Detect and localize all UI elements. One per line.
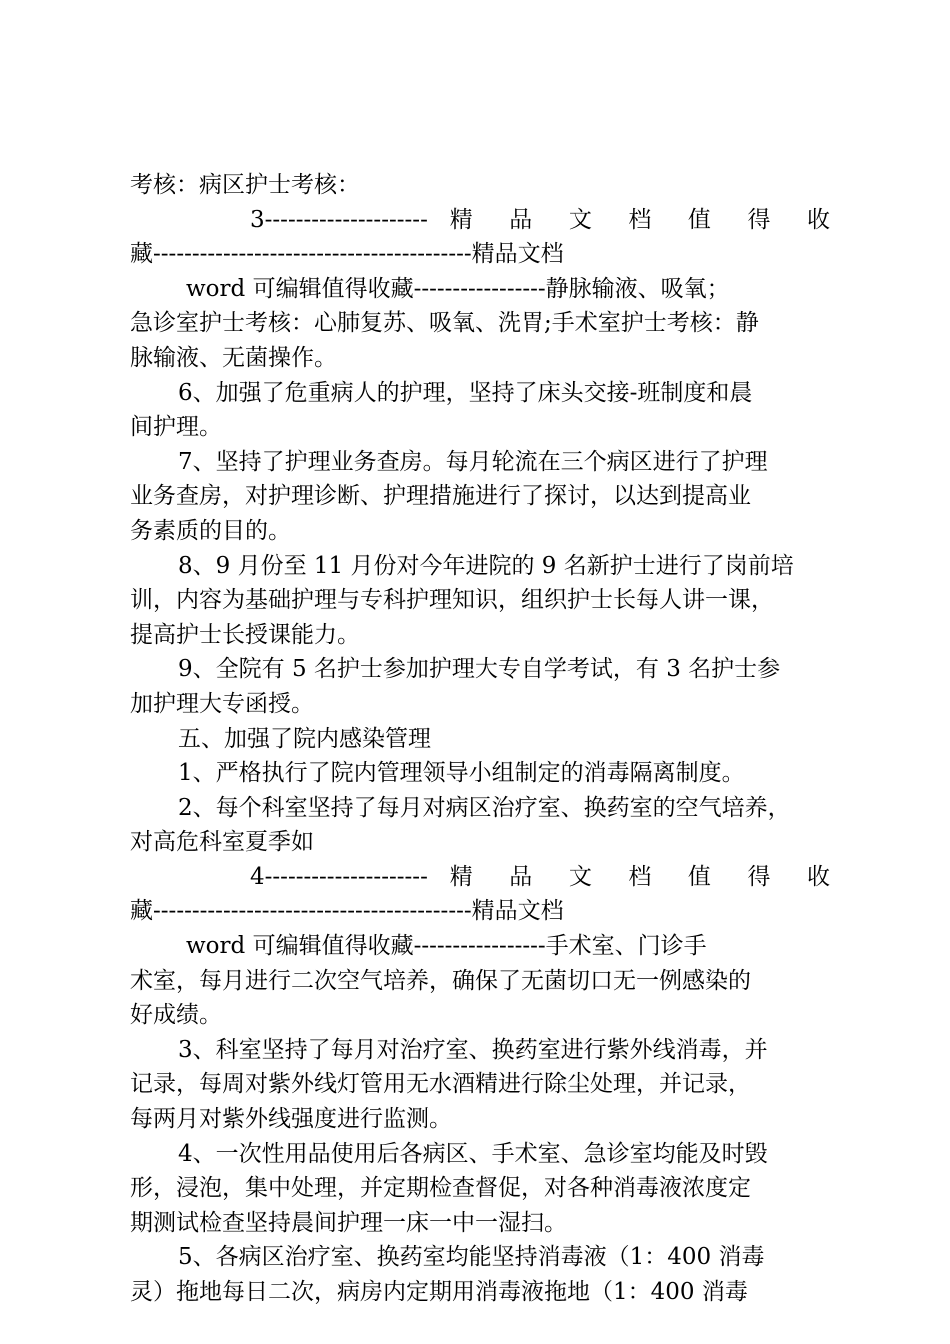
text-line: 训，内容为基础护理与专科护理知识，组织护士长每人讲一课， [130,587,774,614]
text-line: 急诊室护士考核：心肺复苏、吸氧、洗胃;手术室护士考核：静 [130,310,759,337]
text-line: 7、坚持了护理业务查房。每月轮流在三个病区进行了护理 [178,448,768,475]
text-line: 3、科室坚持了每月对治疗室、换药室进行紫外线消毒，并 [178,1036,768,1063]
text-line: 2、每个科室坚持了每月对病区治疗室、换药室的空气培养， [178,794,791,821]
text-line: 9、全院有 5 名护士参加护理大专自学考试，有 3 名护士参 [178,656,781,683]
text-line: 藏-----------------------------------------精品文档 [130,898,564,925]
text-line: 形，浸泡，集中处理，并定期检查督促，对各种消毒液浓度定 [130,1175,751,1202]
text-line: 考核：病区护士考核： [130,172,360,198]
text-line: 业务查房，对护理诊断、护理措施进行了探讨，以达到提高业 [130,483,751,510]
text-line: 术室，每月进行二次空气培养，确保了无菌切口无一例感染的 [130,967,751,994]
text-line: 脉输液、无菌操作。 [130,344,337,371]
document-page [130,168,830,1310]
text-line: 1、严格执行了院内管理领导小组制定的消毒隔离制度。 [178,760,745,787]
text-line: 藏-----------------------------------------精品文档 [130,241,564,268]
text-line: 4、一次性用品使用后各病区、手术室、急诊室均能及时毁 [178,1140,768,1167]
text-line: 6、加强了危重病人的护理，坚持了床头交接-班制度和晨 [178,379,753,406]
text-line: word 可编辑值得收藏-----------------手术室、门诊手 [186,933,707,960]
text-line: 4--------------------- 精 品 文 档 值 得 收 [250,863,830,890]
text-line: 5、各病区治疗室、换药室均能坚持消毒液（1：400 消毒 [178,1244,765,1271]
text-line: 好成绩。 [130,1002,222,1029]
text-line: 五、加强了院内感染管理 [178,725,431,752]
text-line: 提高护士长授课能力。 [130,621,360,648]
text-line: word 可编辑值得收藏-----------------静脉输液、吸氧； [186,275,730,302]
text-line: 每两月对紫外线强度进行监测。 [130,1106,452,1133]
text-line: 加护理大专函授。 [130,690,314,717]
text-line: 记录，每周对紫外线灯管用无水酒精进行除尘处理，并记录， [130,1071,751,1098]
text-line: 务素质的目的。 [130,517,291,544]
text-line: 8、9 月份至 11 月份对今年进院的 9 名新护士进行了岗前培 [178,552,794,579]
text-line: 期测试检查坚持晨间护理一床一中一湿扫。 [130,1209,567,1236]
text-line: 3--------------------- 精 品 文 档 值 得 收 [250,206,830,233]
text-line: 灵）拖地每日二次，病房内定期用消毒液拖地（1：400 消毒 [130,1279,748,1305]
text-line: 对高危科室夏季如 [130,829,314,856]
text-line: 间护理。 [130,414,222,441]
